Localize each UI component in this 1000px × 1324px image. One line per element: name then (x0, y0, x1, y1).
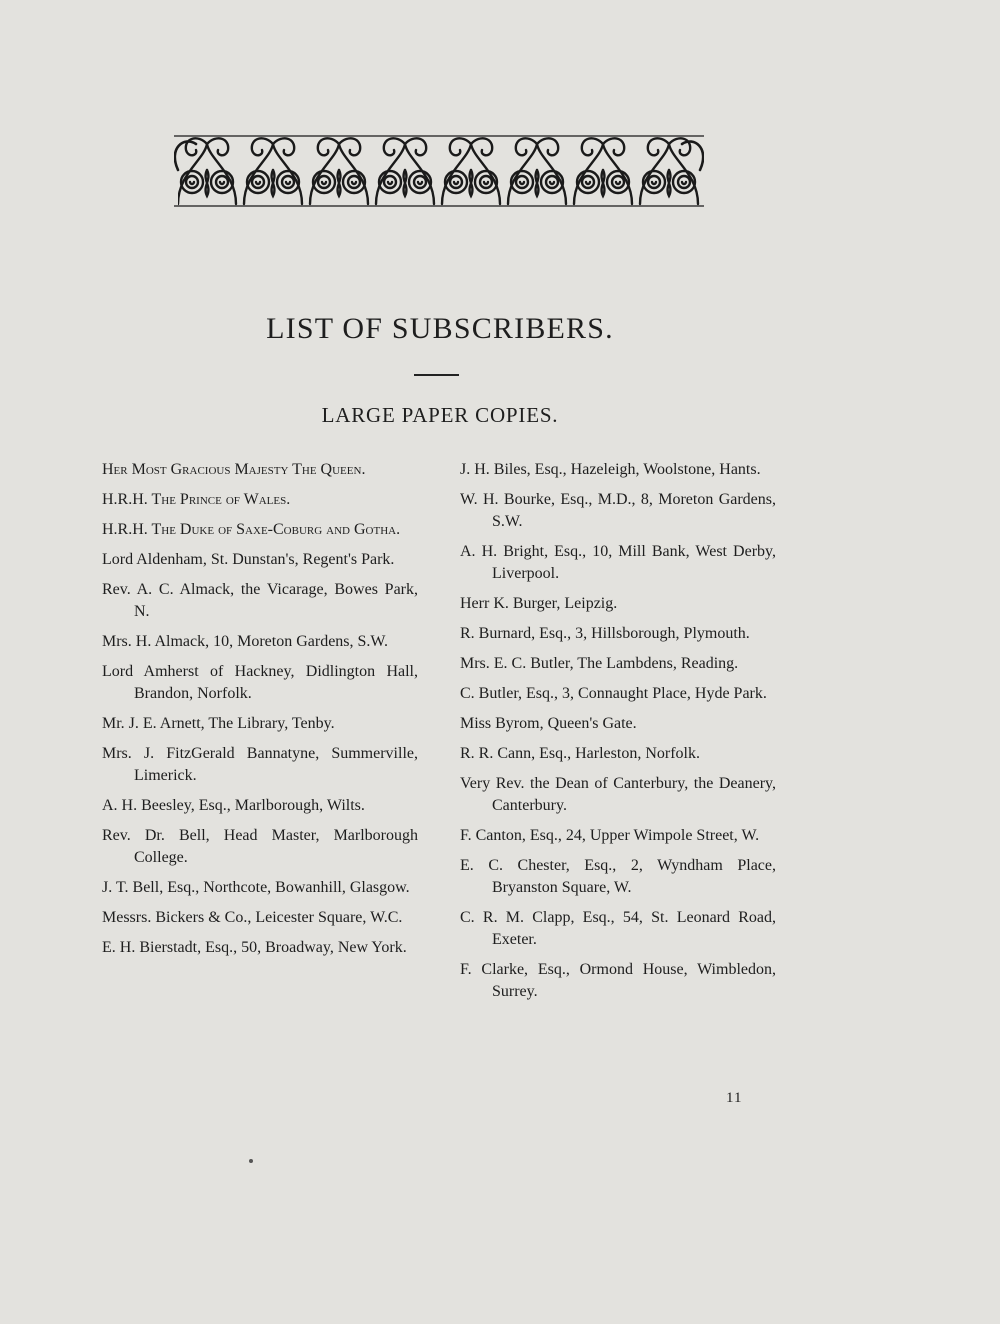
subscriber-entry: A. H. Beesley, Esq., Marlborough, Wilts. (102, 797, 365, 814)
subscriber-entry: Lord Aldenham, St. Dunstan's, Regent's Park. (102, 551, 395, 568)
subscriber-entry: Very Rev. the Dean of Canterbury, the Deanery, Canterbury. (460, 775, 776, 814)
subscriber-entry: Rev. Dr. Bell, Head Master, Marlborough College. (102, 827, 418, 866)
subscriber-list-right-column (460, 459, 776, 1011)
subscriber-entry: J. H. Biles, Esq., Hazeleigh, Woolstone, Hants. (460, 461, 761, 478)
subscriber-entry: C. R. M. Clapp, Esq., 54, St. Leonard Road, Exeter. (460, 909, 776, 948)
subscriber-entry: Herr K. Burger, Leipzig. (460, 595, 618, 612)
ink-speck (249, 1159, 253, 1163)
subscriber-entry: H.R.H. The Duke of Saxe-Coburg and Gotha. (102, 521, 401, 538)
subscriber-entry: E. C. Chester, Esq., 2, Wyndham Place, Bryanston Square, W. (460, 857, 776, 896)
subscriber-entry: Her Most Gracious Majesty The Queen. (102, 461, 366, 478)
decorative-header-ornament (174, 130, 704, 212)
subscriber-entry: R. Burnard, Esq., 3, Hillsborough, Plymouth. (460, 625, 750, 642)
subscriber-entry: J. T. Bell, Esq., Northcote, Bowanhill, Glasgow. (102, 879, 410, 896)
subscriber-entry: E. H. Bierstadt, Esq., 50, Broadway, New York. (102, 939, 407, 956)
subscriber-entry: F. Canton, Esq., 24, Upper Wimpole Street, W. (460, 827, 760, 844)
subscriber-entry: F. Clarke, Esq., Ormond House, Wimbledon, Surrey. (460, 961, 776, 1000)
subscriber-entry: C. Butler, Esq., 3, Connaught Place, Hyde Park. (460, 685, 767, 702)
page-number: 11 (726, 1090, 743, 1106)
title-divider (414, 374, 459, 376)
subscriber-entry: Mr. J. E. Arnett, The Library, Tenby. (102, 715, 335, 732)
section-heading: LARGE PAPER COPIES. (321, 403, 559, 427)
subscriber-entry: Mrs. H. Almack, 10, Moreton Gardens, S.W. (102, 633, 389, 650)
subscriber-entry: W. H. Bourke, Esq., M.D., 8, Moreton Gardens, S.W. (460, 491, 776, 530)
subscriber-entry: Lord Amherst of Hackney, Didlington Hall, Brandon, Norfolk. (102, 663, 418, 702)
subscriber-list-left-column (102, 459, 418, 967)
subscriber-entry: Miss Byrom, Queen's Gate. (460, 715, 637, 732)
subscriber-entry: A. H. Bright, Esq., 10, Mill Bank, West Derby, Liverpool. (460, 543, 776, 582)
subscriber-entry: H.R.H. The Prince of Wales. (102, 491, 291, 508)
page-title: LIST OF SUBSCRIBERS. (266, 312, 614, 345)
subscriber-entry: R. R. Cann, Esq., Harleston, Norfolk. (460, 745, 700, 762)
subscriber-entry: Rev. A. C. Almack, the Vicarage, Bowes Park, N. (102, 581, 418, 620)
subscriber-entry: Mrs. J. FitzGerald Bannatyne, Summerville, Limerick. (102, 745, 418, 784)
subscriber-entry: Mrs. E. C. Butler, The Lambdens, Reading. (460, 655, 739, 672)
subscriber-entry: Messrs. Bickers & Co., Leicester Square, W.C. (102, 909, 403, 926)
